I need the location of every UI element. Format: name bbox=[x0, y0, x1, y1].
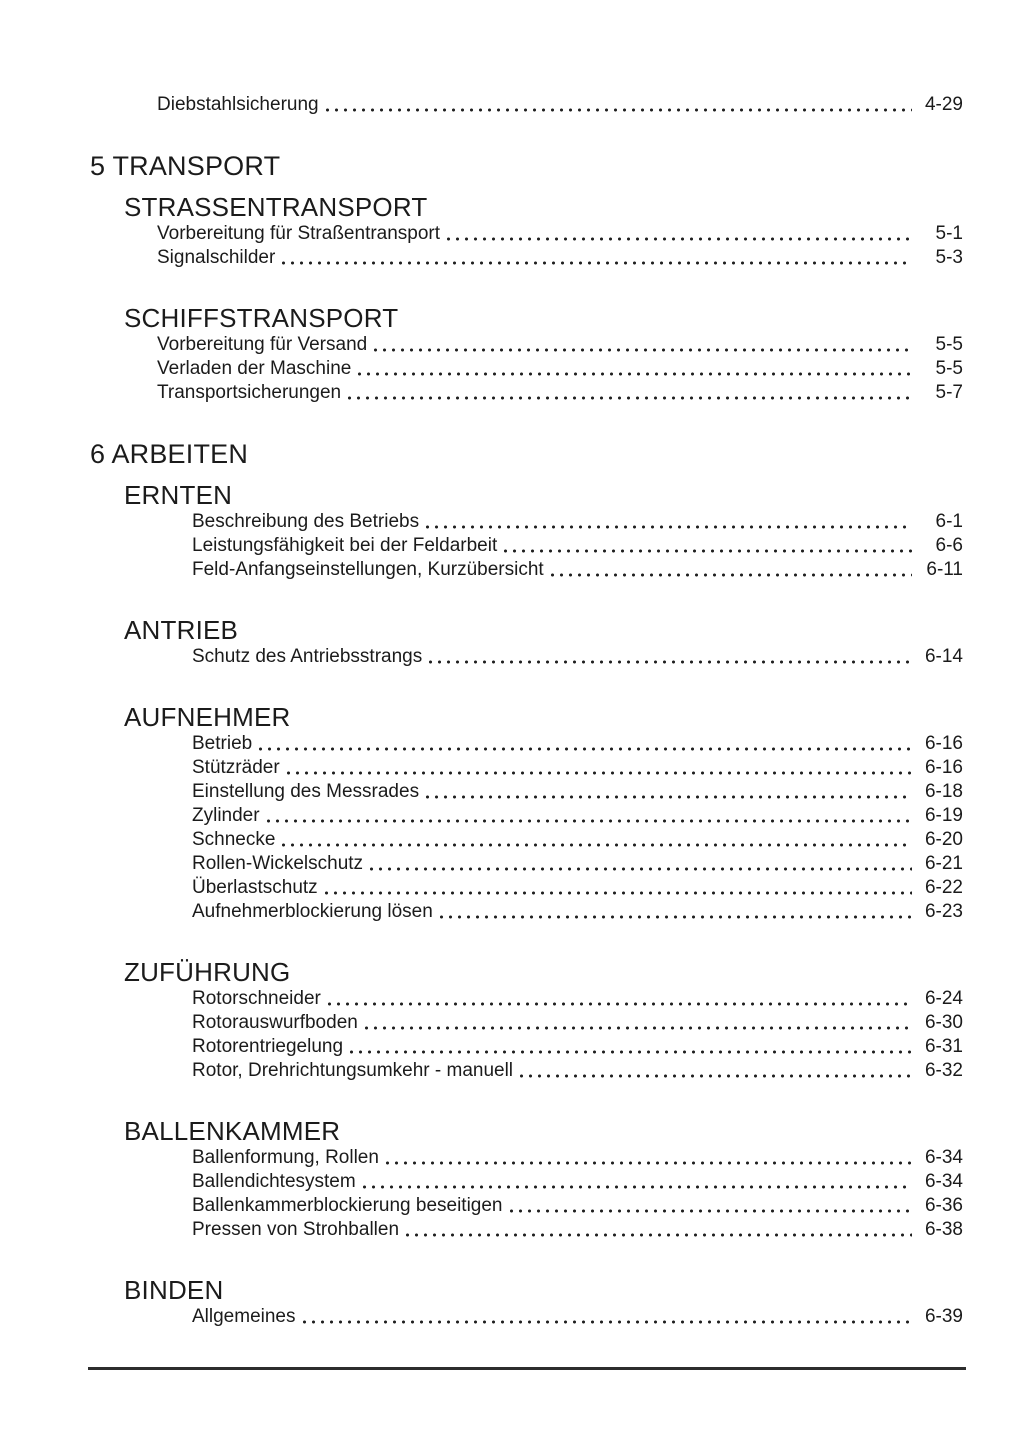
toc-entry bbox=[192, 1218, 963, 1242]
toc-entry bbox=[192, 900, 963, 924]
toc-entry-page-number: 6-21 bbox=[924, 853, 963, 874]
chapter-number: 6 bbox=[90, 439, 106, 469]
entries-container bbox=[0, 333, 1024, 405]
toc-entry-page-number: 4-29 bbox=[924, 94, 963, 115]
entries-container bbox=[0, 645, 1024, 669]
toc-entry-page-number: 6-34 bbox=[924, 1147, 963, 1168]
toc-entry-label: Rotorentriegelung bbox=[192, 1036, 344, 1057]
toc-entry-page-number: 6-22 bbox=[924, 877, 963, 898]
dot-leader bbox=[300, 1305, 913, 1329]
section-heading: BALLENKAMMER bbox=[124, 1116, 341, 1146]
toc-entry bbox=[157, 246, 963, 270]
toc-entry bbox=[192, 1059, 963, 1083]
section-block bbox=[0, 1275, 1024, 1329]
dot-leader bbox=[256, 732, 912, 756]
toc-entry-page-number: 6-20 bbox=[924, 829, 963, 850]
chapter-heading bbox=[90, 439, 1024, 470]
toc-entry-label: Schnecke bbox=[192, 829, 276, 850]
toc-entry bbox=[192, 804, 963, 828]
sections-container bbox=[0, 192, 1024, 405]
entries-container bbox=[0, 1305, 1024, 1329]
toc-entry-page-number: 6-39 bbox=[924, 1306, 963, 1327]
toc-entry-page-number: 6-18 bbox=[924, 781, 963, 802]
section-block bbox=[0, 957, 1024, 1083]
toc-entry bbox=[157, 357, 963, 381]
toc-entry bbox=[157, 93, 963, 117]
dot-leader bbox=[362, 1011, 912, 1035]
toc-entry bbox=[192, 780, 963, 804]
toc-entry-label: Aufnehmerblockierung lösen bbox=[192, 901, 433, 922]
toc-entry bbox=[157, 333, 963, 357]
toc-entry-label: Einstellung des Messrades bbox=[192, 781, 420, 802]
toc-entry-label: Schutz des Antriebsstrangs bbox=[192, 646, 423, 667]
toc-entry-page-number: 6-32 bbox=[924, 1060, 963, 1081]
section-heading: STRASSENTRANSPORT bbox=[124, 192, 428, 222]
dot-leader bbox=[345, 381, 912, 405]
toc-entry-label: Allgemeines bbox=[192, 1306, 296, 1327]
toc-entry bbox=[192, 732, 963, 756]
toc-entry bbox=[192, 756, 963, 780]
dot-leader bbox=[284, 756, 912, 780]
toc-entry-page-number: 5-7 bbox=[935, 382, 963, 403]
toc-entry bbox=[192, 558, 963, 582]
dot-leader bbox=[426, 645, 912, 669]
toc-entry-label: Rotor, Drehrichtungsumkehr - manuell bbox=[192, 1060, 514, 1081]
dot-leader bbox=[444, 222, 912, 246]
toc-entry-label: Vorbereitung für Straßentransport bbox=[157, 223, 441, 244]
chapter-title: ARBEITEN bbox=[111, 439, 249, 469]
dot-leader bbox=[423, 780, 912, 804]
toc-entry bbox=[157, 381, 963, 405]
toc-entry-label: Rotorschneider bbox=[192, 988, 321, 1009]
toc-entry-page-number: 5-5 bbox=[935, 334, 963, 355]
toc-entry bbox=[192, 1035, 963, 1059]
dot-leader bbox=[403, 1218, 912, 1242]
toc-entry-label: Vorbereitung für Versand bbox=[157, 334, 368, 355]
dot-leader bbox=[437, 900, 912, 924]
entries-container bbox=[0, 732, 1024, 924]
toc-entry-label: Überlastschutz bbox=[192, 877, 318, 898]
section-heading: AUFNEHMER bbox=[124, 702, 291, 732]
toc-entry-page-number: 6-11 bbox=[926, 559, 963, 580]
section-heading: ANTRIEB bbox=[124, 615, 239, 645]
section-heading: ZUFÜHRUNG bbox=[124, 957, 291, 987]
toc-entry-page-number: 6-38 bbox=[924, 1219, 963, 1240]
toc-entry bbox=[192, 852, 963, 876]
toc-entry-label: Signalschilder bbox=[157, 247, 276, 268]
toc-entry-page-number: 6-34 bbox=[924, 1171, 963, 1192]
entries-container bbox=[0, 510, 1024, 582]
dot-leader bbox=[279, 246, 912, 270]
toc-entry bbox=[192, 876, 963, 900]
chapter-number: 5 bbox=[90, 151, 106, 181]
dot-leader bbox=[323, 93, 912, 117]
toc-entry-label: Stützräder bbox=[192, 757, 280, 778]
dot-leader bbox=[501, 534, 912, 558]
toc-entry-label: Beschreibung des Betriebs bbox=[192, 511, 420, 532]
toc-entry-label: Pressen von Strohballen bbox=[192, 1219, 400, 1240]
toc-entry bbox=[192, 510, 963, 534]
toc-entry-label: Ballendichtesystem bbox=[192, 1171, 356, 1192]
toc-entry-page-number: 6-30 bbox=[924, 1012, 963, 1033]
chapter-title: TRANSPORT bbox=[112, 151, 281, 181]
toc-entry-page-number: 6-16 bbox=[924, 757, 963, 778]
dot-leader bbox=[383, 1146, 912, 1170]
toc-entry bbox=[192, 1194, 963, 1218]
footer-rule bbox=[88, 1367, 966, 1370]
toc-entry-label: Betrieb bbox=[192, 733, 253, 754]
toc-entry bbox=[192, 645, 963, 669]
toc-entry-label: Diebstahlsicherung bbox=[157, 94, 319, 115]
dot-leader bbox=[347, 1035, 912, 1059]
toc-entry bbox=[192, 987, 963, 1011]
toc-entry-label: Transportsicherungen bbox=[157, 382, 342, 403]
toc-entry-page-number: 6-31 bbox=[924, 1036, 963, 1057]
dot-leader bbox=[264, 804, 912, 828]
toc-entry-label: Verladen der Maschine bbox=[157, 358, 352, 379]
dot-leader bbox=[355, 357, 912, 381]
dot-leader bbox=[279, 828, 912, 852]
toc-entry bbox=[192, 534, 963, 558]
toc-entry bbox=[157, 222, 963, 246]
section-heading: BINDEN bbox=[124, 1275, 224, 1305]
toc-entry-page-number: 5-1 bbox=[935, 223, 963, 244]
section-block bbox=[0, 1116, 1024, 1242]
section-heading: ERNTEN bbox=[124, 480, 233, 510]
sections-container bbox=[0, 480, 1024, 1329]
section-heading: SCHIFFSTRANSPORT bbox=[124, 303, 399, 333]
toc-entry bbox=[192, 1305, 963, 1329]
entries-container bbox=[0, 987, 1024, 1083]
toc-entry-label: Ballenformung, Rollen bbox=[192, 1147, 379, 1168]
toc-entry-label: Rollen-Wickelschutz bbox=[192, 853, 364, 874]
chapter-block bbox=[0, 151, 1024, 405]
toc-entry bbox=[192, 828, 963, 852]
section-block bbox=[0, 702, 1024, 924]
dot-leader bbox=[325, 987, 912, 1011]
dot-leader bbox=[322, 876, 912, 900]
toc-entry-page-number: 6-1 bbox=[935, 511, 963, 532]
toc-entry bbox=[192, 1011, 963, 1035]
toc-entry-page-number: 5-5 bbox=[935, 358, 963, 379]
toc-entry-label: Zylinder bbox=[192, 805, 260, 826]
dot-leader bbox=[507, 1194, 912, 1218]
dot-leader bbox=[371, 333, 912, 357]
chapter-block bbox=[0, 439, 1024, 1329]
toc-entry bbox=[192, 1146, 963, 1170]
toc-entry-page-number: 6-36 bbox=[924, 1195, 963, 1216]
dot-leader bbox=[360, 1170, 912, 1194]
section-block bbox=[0, 192, 1024, 270]
toc-entry-page-number: 6-16 bbox=[924, 733, 963, 754]
chapters-container bbox=[0, 151, 1024, 1329]
entries-container bbox=[0, 1146, 1024, 1242]
dot-leader bbox=[423, 510, 912, 534]
entries-container bbox=[0, 222, 1024, 270]
toc-entry-page-number: 6-24 bbox=[924, 988, 963, 1009]
section-block bbox=[0, 303, 1024, 405]
toc-entry-label: Leistungsfähigkeit bei der Feldarbeit bbox=[192, 535, 498, 556]
toc-entry-label: Rotorauswurfboden bbox=[192, 1012, 358, 1033]
section-block bbox=[0, 615, 1024, 669]
chapter-heading bbox=[90, 151, 1024, 182]
toc-entry bbox=[192, 1170, 963, 1194]
dot-leader bbox=[517, 1059, 912, 1083]
section-block bbox=[0, 480, 1024, 582]
toc-entry-page-number: 6-19 bbox=[924, 805, 963, 826]
toc-entry-label: Feld-Anfangseinstellungen, Kurzübersicht bbox=[192, 559, 544, 580]
toc-entry-label: Ballenkammerblockierung beseitigen bbox=[192, 1195, 503, 1216]
dot-leader bbox=[367, 852, 912, 876]
toc-entry-page-number: 6-23 bbox=[924, 901, 963, 922]
dot-leader bbox=[548, 558, 912, 582]
toc-entry-page-number: 6-14 bbox=[924, 646, 963, 667]
toc-entry-page-number: 6-6 bbox=[935, 535, 963, 556]
toc-entry-page-number: 5-3 bbox=[935, 247, 963, 268]
